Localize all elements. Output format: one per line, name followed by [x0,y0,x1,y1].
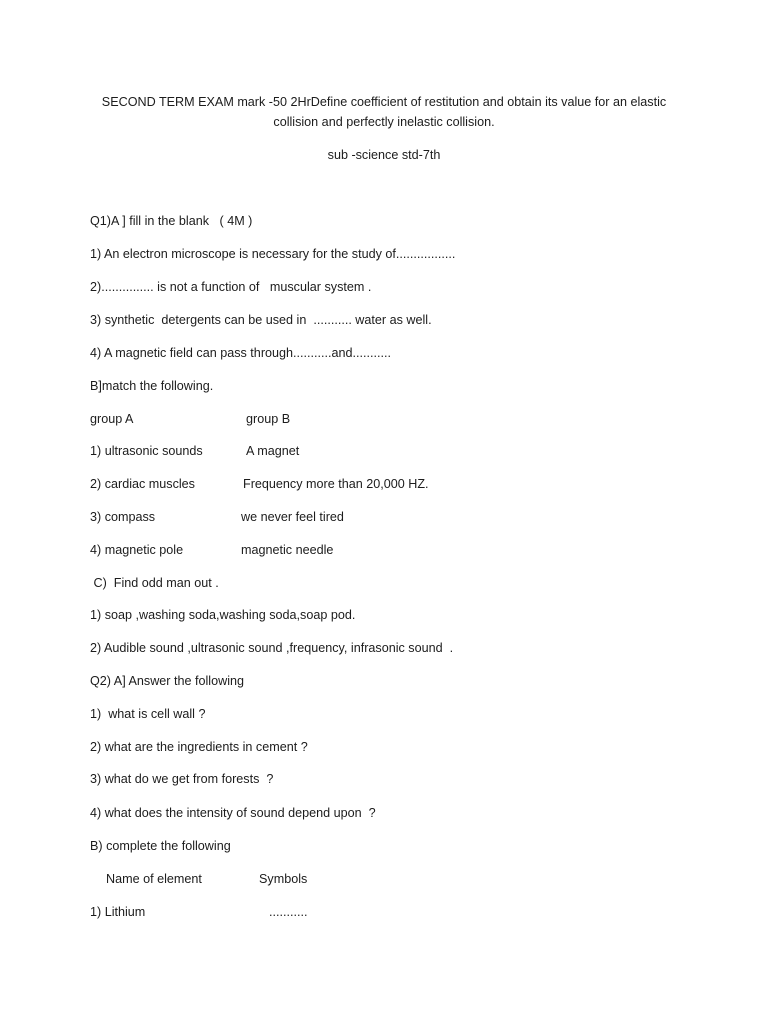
exam-title-line-2: collision and perfectly inelastic collision. [273,115,495,129]
q2a-item: 2) what are the ingredients in cement ? [90,740,308,754]
element-row-b: ........... [269,905,308,919]
q1a-item: 3) synthetic detergents can be used in ........... water as well. [90,313,432,327]
subject-std-line: sub -science std-7th [327,148,441,162]
q1b-heading: B]match the following. [90,379,214,393]
match-col-b-header: group B [246,412,291,426]
q1a-item: 2)............... is not a function of muscular system . [90,280,372,294]
q2a-item: 1) what is cell wall ? [90,707,206,721]
match-row-a: 2) cardiac muscles [90,477,195,491]
match-col-a-header: group A [90,412,134,426]
q2a-item: 3) what do we get from forests ? [90,772,274,786]
element-row-a: 1) Lithium [90,905,146,919]
q1c-item: 1) soap ,washing soda,washing soda,soap pod. [90,608,356,622]
q2a-heading: Q2) A] Answer the following [90,674,245,688]
q1a-heading: Q1)A ] fill in the blank ( 4M ) [90,214,253,228]
match-row-a: 3) compass [90,510,156,524]
q1c-heading: C) Find odd man out . [90,576,219,590]
q1a-item: 4) A magnetic field can pass through...........and........... [90,346,392,360]
match-row-b: Frequency more than 20,000 HZ. [243,477,429,491]
q2a-item: 4) what does the intensity of sound depend upon ? [90,806,376,820]
match-row-b: magnetic needle [241,543,334,557]
exam-title-line: SECOND TERM EXAM mark -50 2HrDefine coefficient of restitution and obtain its value for an elastic [101,95,667,109]
q1a-item: 1) An electron microscope is necessary for the study of................. [90,247,456,261]
q2b-heading: B) complete the following [90,839,231,853]
q1c-item: 2) Audible sound ,ultrasonic sound ,frequency, infrasonic sound . [90,641,454,655]
match-row-b: A magnet [246,444,300,458]
element-col-b-header: Symbols [259,872,308,886]
match-row-b: we never feel tired [241,510,344,524]
element-col-a-header: Name of element [106,872,202,886]
match-row-a: 4) magnetic pole [90,543,184,557]
match-row-a: 1) ultrasonic sounds [90,444,203,458]
